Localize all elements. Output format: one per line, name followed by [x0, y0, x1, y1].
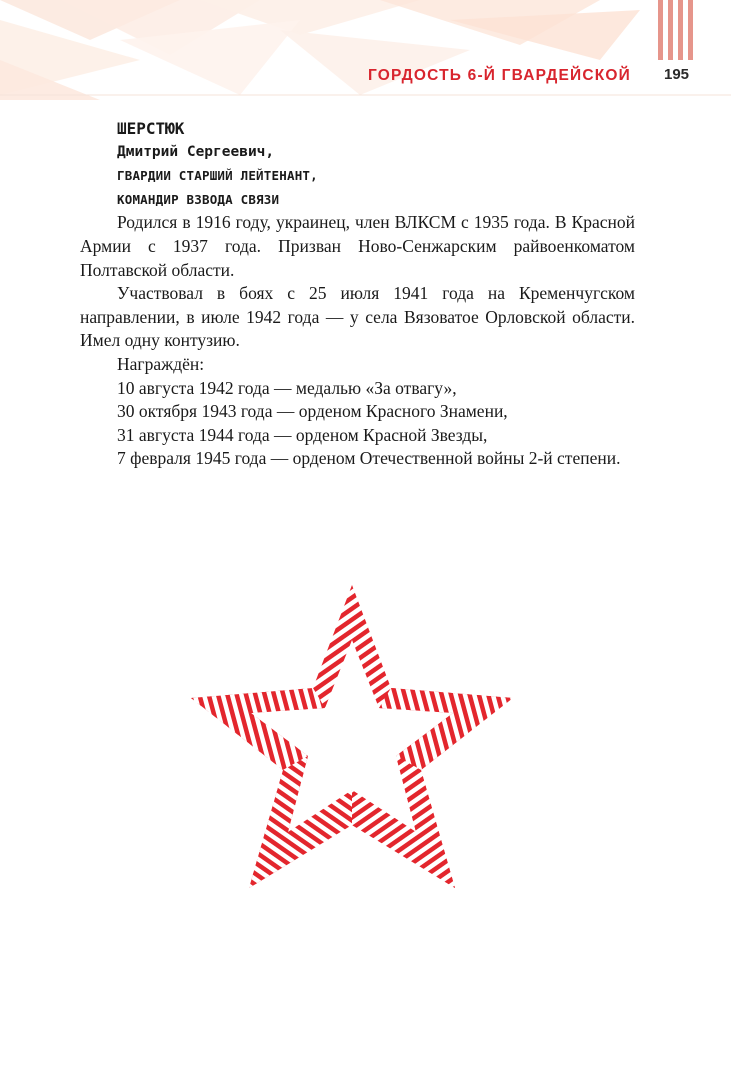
award-item: 7 февраля 1945 года — орденом Отечественной войны 2-й степени.	[117, 448, 621, 469]
award-item: 10 августа 1942 года — медалью «За отвагу»,	[117, 377, 457, 398]
awards-heading: Награждён:	[117, 353, 205, 374]
person-surname: ШЕРСТЮК	[117, 119, 185, 138]
award-item: 30 октября 1943 года — орденом Красного Знамени,	[117, 401, 508, 422]
bio-paragraph: Родился в 1916 году, украинец, член ВЛКСМ с 1935 года. В Красной Армии с 1937 года. Призван Ново-Сенжарским райвоенкоматом Полтавской области.	[80, 212, 635, 280]
person-rank: ГВАРДИИ СТАРШИЙ ЛЕЙТЕНАНТ,	[117, 168, 318, 184]
award-item: 31 августа 1944 года — орденом Красной Звезды,	[117, 424, 488, 445]
running-header-title: ГОРДОСТЬ 6-Й ГВАРДЕЙСКОЙ	[368, 67, 631, 84]
biography-text	[80, 117, 635, 471]
striped-red-star-icon	[185, 580, 520, 900]
bio-paragraph: Участвовал в боях с 25 июля 1941 года на Кременчугском направлении, в июле 1942 года — у села Вязоватое Орловской области. Имел одну контузию.	[80, 283, 635, 351]
page-number: 195	[664, 66, 690, 83]
person-position: КОМАНДИР ВЗВОДА СВЯЗИ	[117, 191, 280, 207]
ribbon-stripes-decoration	[658, 0, 693, 60]
person-given-names: Дмитрий Сергеевич,	[117, 143, 275, 160]
header-decoration	[0, 0, 731, 100]
